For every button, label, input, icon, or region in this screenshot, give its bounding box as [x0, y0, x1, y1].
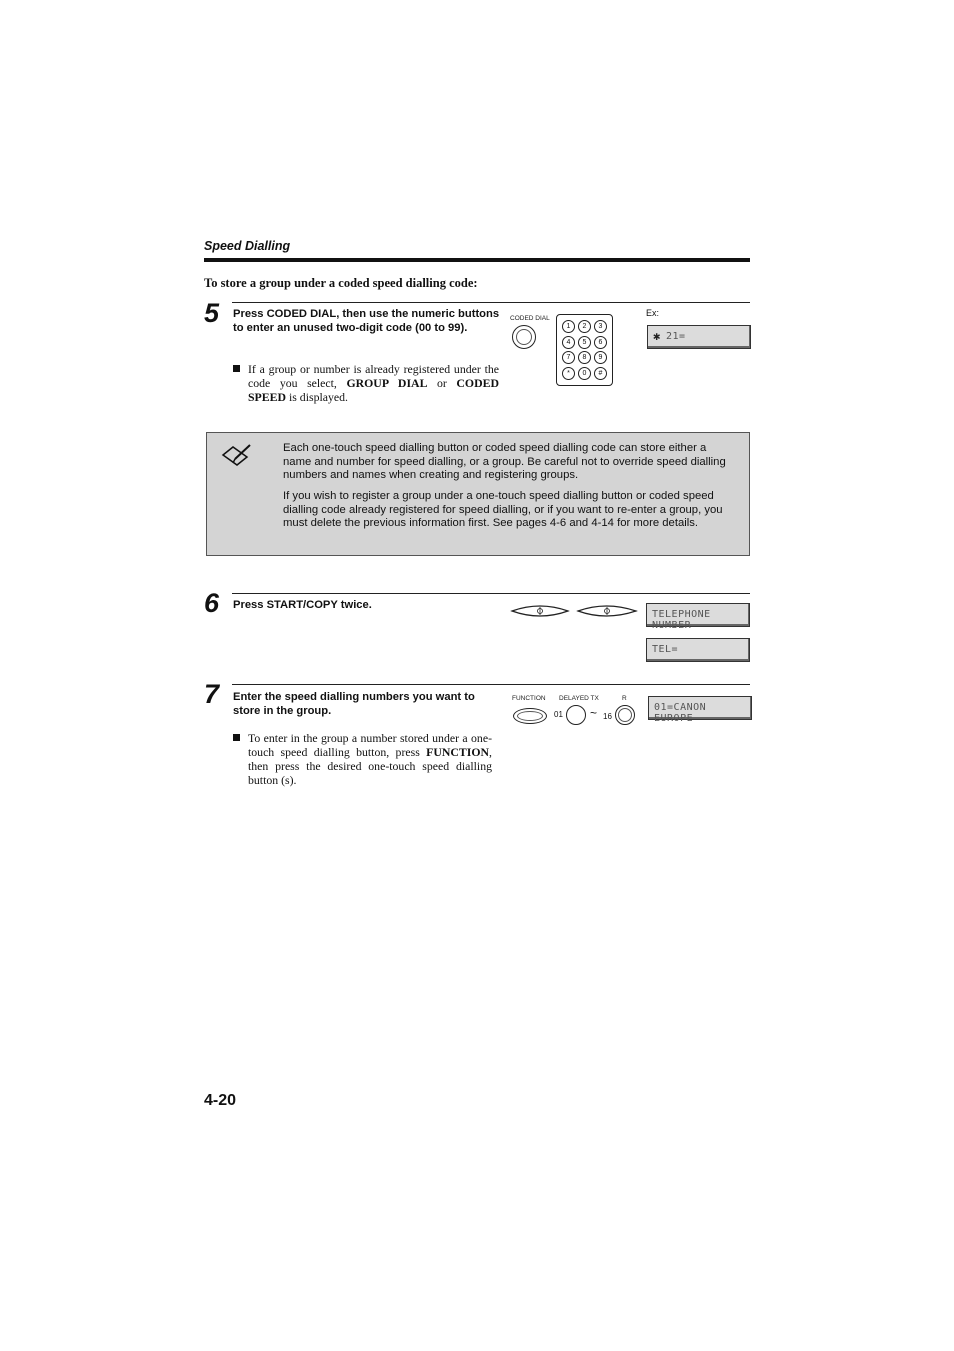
range-from-label: 01	[554, 710, 563, 719]
lcd-display-tel: TEL=	[646, 638, 750, 662]
keypad-key[interactable]: 2	[578, 320, 591, 333]
step-7-rule	[232, 684, 750, 685]
coded-dial-button[interactable]	[512, 325, 536, 349]
note-box	[206, 432, 750, 556]
step-7-number: 7	[204, 679, 220, 709]
keypad-key[interactable]: 8	[578, 351, 591, 364]
keypad-key[interactable]: *	[562, 367, 575, 380]
lcd-display-telephone-number: TELEPHONE NUMBER	[646, 603, 750, 627]
asterisk-icon: ✱	[653, 329, 661, 343]
keypad-key[interactable]: 3	[594, 320, 607, 333]
keypad-key[interactable]: 9	[594, 351, 607, 364]
function-label: FUNCTION	[512, 695, 546, 702]
sub-heading: To store a group under a coded speed dialling code:	[204, 276, 478, 290]
step-5-number: 5	[204, 298, 220, 328]
coded-dial-label: CODED DIAL	[510, 315, 550, 322]
function-button[interactable]	[513, 708, 547, 724]
keypad-key[interactable]: #	[594, 367, 607, 380]
step-6-instruction: Press START/COPY twice.	[233, 599, 372, 611]
lcd-display-step5: ✱ 21=	[647, 325, 751, 349]
bullet-square-icon	[233, 365, 240, 372]
step-6-rule	[232, 593, 750, 594]
r-label: R	[622, 695, 627, 702]
step-7-instruction: Enter the speed dialling numbers you want to store in the group.	[233, 691, 475, 717]
keypad-key[interactable]: 0	[578, 367, 591, 380]
note-pencil-icon	[221, 443, 253, 467]
step-5-rule	[232, 302, 750, 303]
one-touch-button-16[interactable]	[615, 705, 635, 725]
range-tilde: ~	[590, 706, 598, 720]
keypad-key[interactable]: 1	[562, 320, 575, 333]
step-5-bullet: If a group or number is already registered under the code you select, GROUP DIAL or CODED SPEED is displayed.	[248, 362, 499, 404]
numeric-keypad	[556, 314, 613, 386]
note-paragraph-2: If you wish to register a group under a one-touch speed dialling button or coded speed dialling code already registered for speed dialling, or if you want to re-enter a group, you must delete the previous information first. See pages 4-6 and 4-14 for more details.	[283, 490, 723, 529]
section-title: Speed Dialling	[204, 239, 291, 253]
keypad-key[interactable]: 6	[594, 336, 607, 349]
step-6-number: 6	[204, 588, 220, 618]
example-label: Ex:	[646, 308, 660, 318]
bullet-square-icon	[233, 734, 240, 741]
header-rule	[204, 258, 750, 262]
start-copy-buttons[interactable]	[510, 602, 640, 620]
keypad-key[interactable]: 4	[562, 336, 575, 349]
page-number: 4-20	[204, 1092, 237, 1109]
step-5-instruction: Press CODED DIAL, then use the numeric buttons to enter an unused two-digit code (00 to 99).	[233, 308, 500, 334]
keypad-key[interactable]: 5	[578, 336, 591, 349]
one-touch-button-01[interactable]	[566, 705, 586, 725]
step-7-bullet: To enter in the group a number stored under a one-touch speed dialling button, press FUNCTION, then press the desired one-touch speed dialling button (s).	[248, 731, 492, 787]
keypad-key[interactable]: 7	[562, 351, 575, 364]
lcd-display-step7: 01=CANON EUROPE	[648, 696, 752, 720]
range-to-label: 16	[603, 712, 612, 721]
delayed-tx-label: DELAYED TX	[559, 695, 599, 702]
note-paragraph-1: Each one-touch speed dialling button or coded speed dialling code can store either a name and number for speed dialling, or a group. Be careful not to override speed dialling numbers and names when creating and registering groups.	[283, 442, 726, 481]
